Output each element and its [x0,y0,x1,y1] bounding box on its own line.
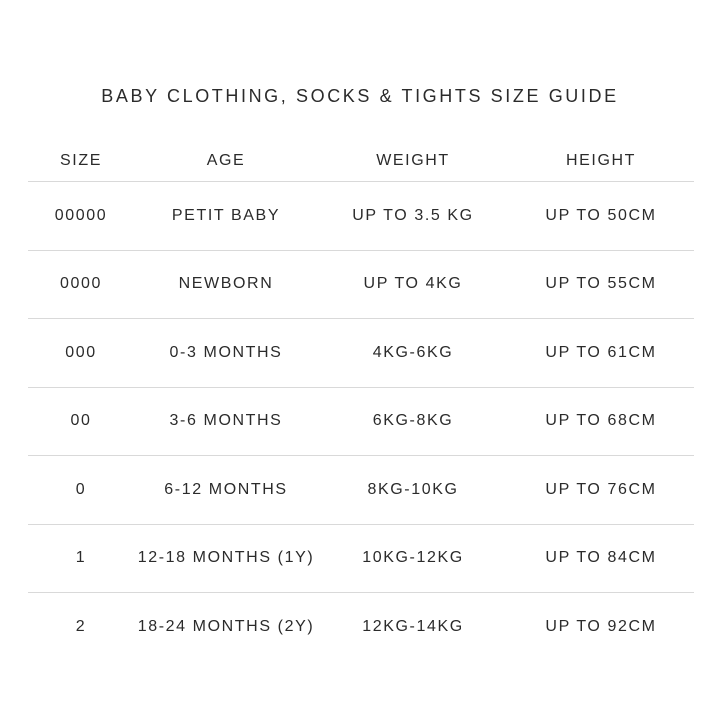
cell-weight: 4KG-6KG [372,343,454,361]
cell-weight: 10KG-12KG [362,549,464,567]
cell-weight: UP TO 4KG [363,275,463,293]
table-row [28,525,694,594]
column-header-size: SIZE [60,151,102,169]
cell-size: 0 [75,480,87,498]
cell-weight: 12KG-14KG [362,617,464,635]
cell-size: 00 [70,412,92,430]
cell-size: 00000 [54,206,108,224]
cell-height: UP TO 76CM [545,480,657,498]
cell-age: NEWBORN [178,275,274,293]
cell-height: UP TO 92CM [545,617,657,635]
cell-age: 12-18 MONTHS (1Y) [137,549,315,567]
table-row [28,593,694,661]
cell-age: 18-24 MONTHS (2Y) [137,617,315,635]
cell-size: 2 [75,617,87,635]
cell-size: 1 [75,549,87,567]
cell-age: 3-6 MONTHS [169,412,283,430]
cell-age: PETIT BABY [171,206,281,224]
cell-weight: 6KG-8KG [372,412,454,430]
cell-size: 000 [65,343,97,361]
cell-height: UP TO 61CM [545,343,657,361]
table-row [28,182,694,251]
column-header-height: HEIGHT [565,151,637,169]
cell-height: UP TO 84CM [545,549,657,567]
table-row [28,319,694,388]
cell-height: UP TO 50CM [545,206,657,224]
table-row [28,456,694,525]
cell-size: 0000 [60,275,102,293]
column-header-weight: WEIGHT [376,151,450,169]
cell-age: 6-12 MONTHS [164,480,288,498]
table-row [28,251,694,320]
cell-height: UP TO 68CM [545,412,657,430]
cell-weight: 8KG-10KG [367,480,459,498]
cell-weight: UP TO 3.5 KG [352,206,474,224]
table-header-row [28,140,694,182]
cell-age: 0-3 MONTHS [169,343,283,361]
cell-height: UP TO 55CM [545,275,657,293]
page-title: BABY CLOTHING, SOCKS & TIGHTS SIZE GUIDE [101,86,619,106]
size-guide-table [28,140,694,661]
column-header-age: AGE [206,151,246,169]
table-row [28,388,694,457]
